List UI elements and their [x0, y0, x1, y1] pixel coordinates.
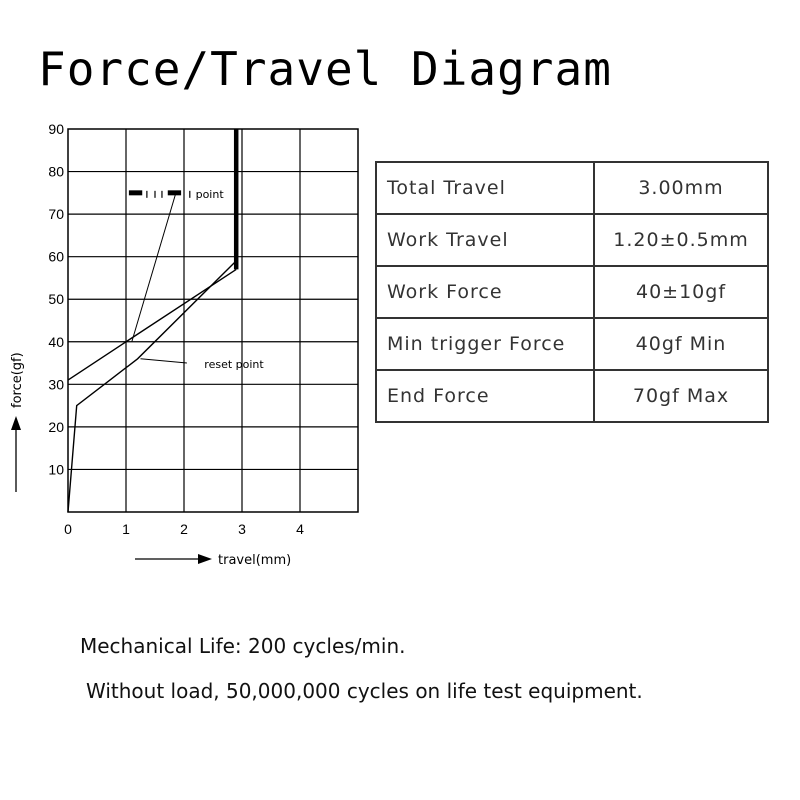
series-line-1: [68, 261, 236, 512]
spec-label: Min trigger Force: [376, 318, 594, 370]
annotation-leader: [132, 195, 176, 342]
annotation-label: reset point: [204, 358, 264, 372]
y-tick-label: 20: [48, 418, 64, 435]
chart-grid: [68, 129, 358, 512]
plot-frame: [68, 129, 358, 512]
chart-ticks: [48, 121, 304, 537]
page-title: Force/Travel Diagram: [38, 42, 612, 96]
annotation-label: point: [195, 187, 224, 201]
spec-value: 3.00mm: [594, 162, 768, 214]
x-tick-label: 3: [238, 521, 246, 537]
spec-label: End Force: [376, 370, 594, 422]
spec-value: 70gf Max: [594, 370, 768, 422]
y-tick-label: 40: [48, 333, 64, 350]
x-axis-label: travel(mm): [218, 553, 292, 568]
y-tick-label: 70: [48, 206, 64, 223]
force-travel-chart: [0, 110, 370, 580]
spec-label: Work Force: [376, 266, 594, 318]
x-axis-arrowhead: [198, 554, 212, 564]
x-tick-label: 4: [296, 521, 304, 537]
y-axis-label: force(gf): [10, 352, 25, 408]
y-tick-label: 30: [48, 376, 64, 393]
spec-label: Work Travel: [376, 214, 594, 266]
x-tick-label: 2: [180, 521, 188, 537]
life-test-note: Without load, 50,000,000 cycles on life test equipment.: [86, 679, 643, 703]
y-tick-label: 10: [48, 461, 64, 478]
spec-value: 40±10gf: [594, 266, 768, 318]
spec-row: [376, 214, 768, 266]
spec-row: [376, 318, 768, 370]
spec-table: [375, 161, 769, 423]
y-tick-label: 80: [48, 163, 64, 180]
y-tick-label: 50: [48, 291, 64, 308]
annotation-leader: [141, 359, 187, 363]
y-tick-label: 90: [48, 121, 64, 137]
y-axis-arrowhead: [11, 416, 21, 430]
chart-series: [68, 129, 236, 512]
x-tick-label: 0: [64, 521, 72, 537]
spec-row: [376, 266, 768, 318]
spec-value: 1.20±0.5mm: [594, 214, 768, 266]
y-tick-label: 60: [48, 248, 64, 265]
spec-label: Total Travel: [376, 162, 594, 214]
spec-row: [376, 370, 768, 422]
mechanical-life-note: Mechanical Life: 200 cycles/min.: [80, 634, 406, 658]
spec-row: [376, 162, 768, 214]
spec-value: 40gf Min: [594, 318, 768, 370]
x-tick-label: 1: [122, 521, 130, 537]
